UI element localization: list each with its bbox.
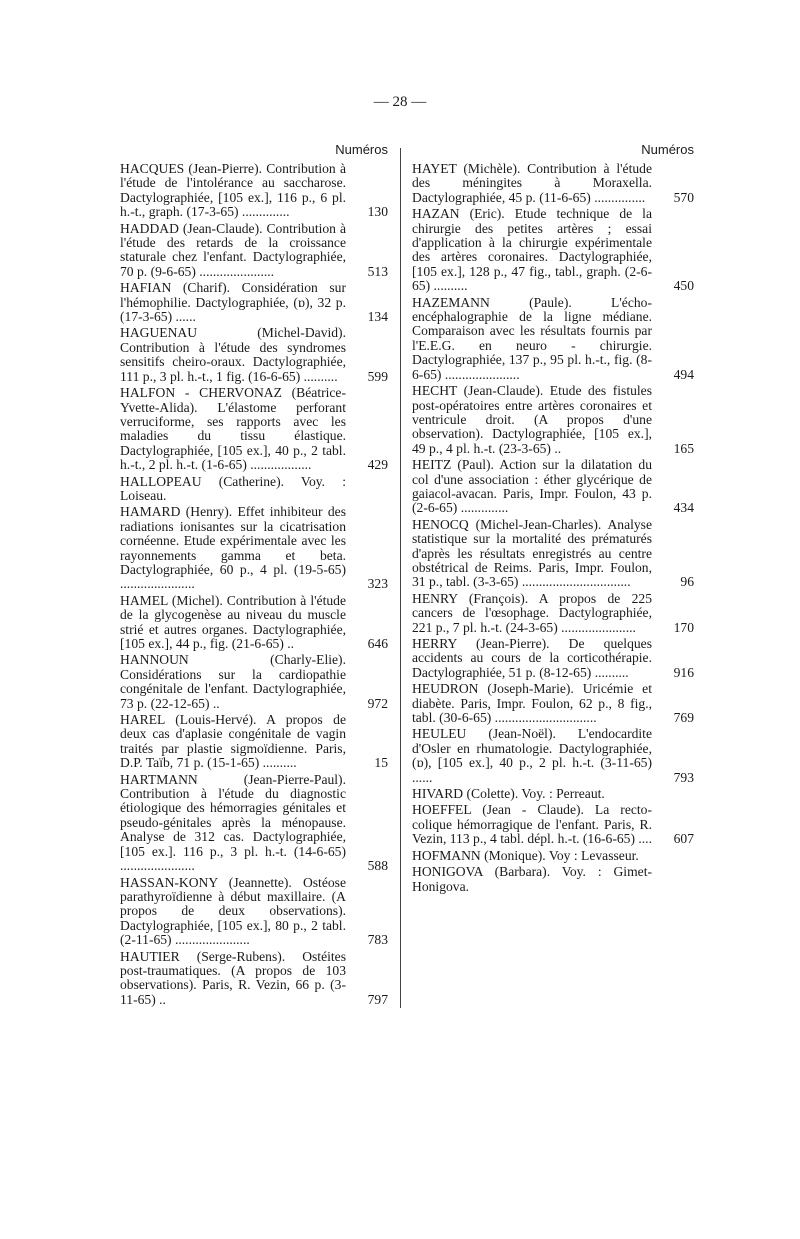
entry-number: 570 xyxy=(673,189,694,205)
bibliography-entry xyxy=(412,384,694,456)
entry-text: HIVARD (Colette). Voy. : Perreaut. xyxy=(412,786,605,802)
entry-number: 797 xyxy=(367,991,388,1007)
entry-text: HEITZ (Paul). Action sur la dilatation du col d'une association : éther glycérique de gaiacol-avacan. Paris, Impr. Foulon, 43 p. (2-6-65) .............. xyxy=(412,457,652,516)
entry-text: HAZEMANN (Paule). L'écho-encéphalographie de la ligne médiane. Comparaison avec les résultats fournis par l'E.E.G. en neuro - chirurgie. Dactylographiée, 137 p., 95 pl. h.-t., fig. (8-6-65) ...................... xyxy=(412,294,652,382)
right-entries-list xyxy=(412,162,694,894)
bibliography-entry xyxy=(412,592,694,635)
entry-text: HAMARD (Henry). Effet inhibiteur des radiations ionisantes sur la cicatrisation cornéenne. Etude expérimentale avec les rayonnements gamma et beta. Dactylographiée, 60 p., 4 pl. (19-5-65) ...................... xyxy=(120,504,346,592)
entry-number: 494 xyxy=(673,366,694,382)
entry-number: 793 xyxy=(673,769,694,785)
entry-text: HANNOUN (Charly-Elie). Considérations sur la cardiopathie congénitale de l'enfant. Dactylographiée, 73 p. (22-12-65) .. xyxy=(120,652,346,711)
bibliography-entry xyxy=(412,458,694,516)
entry-number: 769 xyxy=(673,710,694,726)
entry-text: HAGUENAU (Michel-David). Contribution à l'étude des syndromes sensitifs cheiro-oraux. Dactylographiée, 111 p., 3 pl. h.-t., 1 fig. (16-6-65) .......... xyxy=(120,325,346,384)
entry-number: 323 xyxy=(367,576,388,592)
entry-text: HACQUES (Jean-Pierre). Contribution à l'étude de l'intolérance au saccharose. Dactylographiée, [105 ex.], 116 p., 6 pl. h.-t., graph. (17-3-65) .............. xyxy=(120,161,346,220)
entry-text: HENOCQ (Michel-Jean-Charles). Analyse statistique sur la mortalité des prématurés d'après les résultats enregistrés au centre obstétrical de Reims. Paris, Impr. Foulon, 31 p., tabl. (3-3-65) ................................ xyxy=(412,516,652,590)
column-header-left: Numéros xyxy=(335,142,388,157)
bibliography-entry xyxy=(412,296,694,382)
bibliography-entry xyxy=(120,222,388,280)
bibliography-entry xyxy=(412,207,694,293)
entry-text: HAFIAN (Charif). Considération sur l'hémophilie. Dactylographiée, (ɒ), 32 p. (17-3-65) ...... xyxy=(120,280,346,325)
bibliography-entry xyxy=(120,386,388,472)
bibliography-entry xyxy=(120,162,388,220)
entry-text: HALFON - CHERVONAZ (Béatrice-Yvette-Alida). L'élastome perforant verruciforme, ses rapports avec les maladies du tissu élastique. Dactylographiée, [105 ex.], 40 p., 2 tabl. h.-t., 2 pl. h.-t. (1-6-65) .................. xyxy=(120,385,346,473)
bibliography-entry xyxy=(412,637,694,680)
entry-text: HAMEL (Michel). Contribution à l'étude de la glycogenèse au niveau du muscle strié et autres organes. Dactylographiée, [105 ex.], 44 p., fig. (21-6-65) .. xyxy=(120,592,346,651)
bibliography-entry xyxy=(120,950,388,1008)
entry-text: HAUTIER (Serge-Rubens). Ostéites post-traumatiques. (A propos de 103 observations). Paris, R. Vezin, 66 p. (3-11-65) .. xyxy=(120,948,346,1007)
entry-text: HERRY (Jean-Pierre). De quelques accidents au cours de la corticothérapie. Dactylographiée, 51 p. (8-12-65) .......... xyxy=(412,636,652,680)
left-column xyxy=(120,140,388,1009)
bibliography-entry xyxy=(120,594,388,652)
entry-text: HASSAN-KONY (Jeannette). Ostéose parathyroïdienne à début maxillaire. (A propos de deux observations). Dactylographiée, [105 ex.], 80 p., 2 tabl. (2-11-65) ...................... xyxy=(120,874,346,948)
bibliography-entry xyxy=(412,787,694,801)
entry-text: HEUDRON (Joseph-Marie). Uricémie et diabète. Paris, Impr. Foulon, 62 p., 8 fig., tabl. (30-6-65) .............................. xyxy=(412,681,652,726)
entry-number: 170 xyxy=(673,619,694,635)
entry-number: 607 xyxy=(673,831,694,847)
bibliography-entry xyxy=(412,865,694,894)
entry-text: HEULEU (Jean-Noël). L'endocardite d'Osler en rhumatologie. Dactylographiée, (ɒ), [105 ex.], 40 p., 2 pl. h.-t. (3-11-65) ...... xyxy=(412,726,652,785)
entry-number: 96 xyxy=(680,574,694,590)
bibliography-entry xyxy=(120,326,388,384)
entry-number: 134 xyxy=(367,309,388,325)
bibliography-entry xyxy=(412,162,694,205)
entry-text: HAREL (Louis-Hervé). A propos de deux cas d'aplasie congénitale de vagin traités par plastie sigmoïdienne. Paris, D.P. Taïb, 71 p. (15-1-65) .......... xyxy=(120,712,346,771)
bibliography-entry xyxy=(120,713,388,771)
entry-number: 599 xyxy=(367,368,388,384)
bibliography-entry xyxy=(120,505,388,591)
entry-number: 916 xyxy=(673,664,694,680)
bibliography-entry xyxy=(412,682,694,725)
entry-number: 429 xyxy=(367,457,388,473)
entry-text: HOEFFEL (Jean - Claude). La recto-colique hémorragique de l'enfant. Paris, R. Vezin, 113 p., 4 tabl. dépl. h.-t. (16-6-65) .... xyxy=(412,802,652,847)
entry-text: HONIGOVA (Barbara). Voy. : Gimet-Honigova. xyxy=(412,864,652,894)
bibliography-entry xyxy=(412,849,694,863)
column-divider xyxy=(400,148,401,1008)
column-header-right: Numéros xyxy=(641,142,694,157)
bibliography-entry xyxy=(120,653,388,711)
page-number: — 28 — xyxy=(373,94,427,110)
entry-number: 783 xyxy=(367,932,388,948)
bibliography-entry xyxy=(412,803,694,846)
entry-text: HADDAD (Jean-Claude). Contribution à l'étude des retards de la croissance staturale chez l'enfant. Dactylographiée, 70 p. (9-6-65) ...................... xyxy=(120,220,346,279)
entry-text: HARTMANN (Jean-Pierre-Paul). Contribution à l'étude du diagnostic étiologique des hémorragies génitales et pseudo-génitales après la ménopause. Analyse de 312 cas. Dactylographiée, [105 ex.]. 116 p., 3 pl. h.-t. (14-6-65) ...................... xyxy=(120,771,346,874)
entry-text: HALLOPEAU (Catherine). Voy. : Loiseau. xyxy=(120,473,346,503)
entry-number: 646 xyxy=(367,636,388,651)
entry-number: 130 xyxy=(367,204,388,220)
entry-text: HENRY (François). A propos de 225 cancers de l'œsophage. Dactylographiée, 221 p., 7 pl. h.-t. (24-3-65) ...................... xyxy=(412,590,652,635)
entry-number: 450 xyxy=(673,278,694,294)
bibliography-entry xyxy=(120,773,388,874)
bibliography-entry xyxy=(120,281,388,324)
entry-text: HOFMANN (Monique). Voy : Levasseur. xyxy=(412,847,639,863)
entry-number: 15 xyxy=(374,755,388,771)
bibliography-entry xyxy=(120,876,388,948)
entry-text: HAYET (Michèle). Contribution à l'étude des méningites à Moraxella. Dactylographiée, 45 p. (11-6-65) ............... xyxy=(412,161,652,205)
bibliography-entry xyxy=(120,475,388,504)
entry-text: HAZAN (Eric). Etude technique de la chirurgie des petites artères ; essai d'application à la chirurgie expérimentale des artères coronaires. Dactylographiée, [105 ex.], 128 p., 47 fig., tabl., graph. (2-6-65) .......... xyxy=(412,206,652,294)
entry-number: 588 xyxy=(367,858,388,874)
entry-number: 972 xyxy=(367,695,388,711)
bibliography-entry xyxy=(412,727,694,785)
bibliography-entry xyxy=(412,518,694,590)
entry-text: HECHT (Jean-Claude). Etude des fistules post-opératoires entre artères coronaires et ventricule droit. (A propos d'une observation). Dactylographiée, [105 ex.], 49 p., 4 pl. h.-t. (23-3-65) .. xyxy=(412,383,652,456)
entry-number: 513 xyxy=(367,263,388,279)
entry-number: 434 xyxy=(673,500,694,516)
entry-number: 165 xyxy=(673,440,694,456)
left-entries-list xyxy=(120,162,388,1007)
right-column xyxy=(412,140,694,896)
